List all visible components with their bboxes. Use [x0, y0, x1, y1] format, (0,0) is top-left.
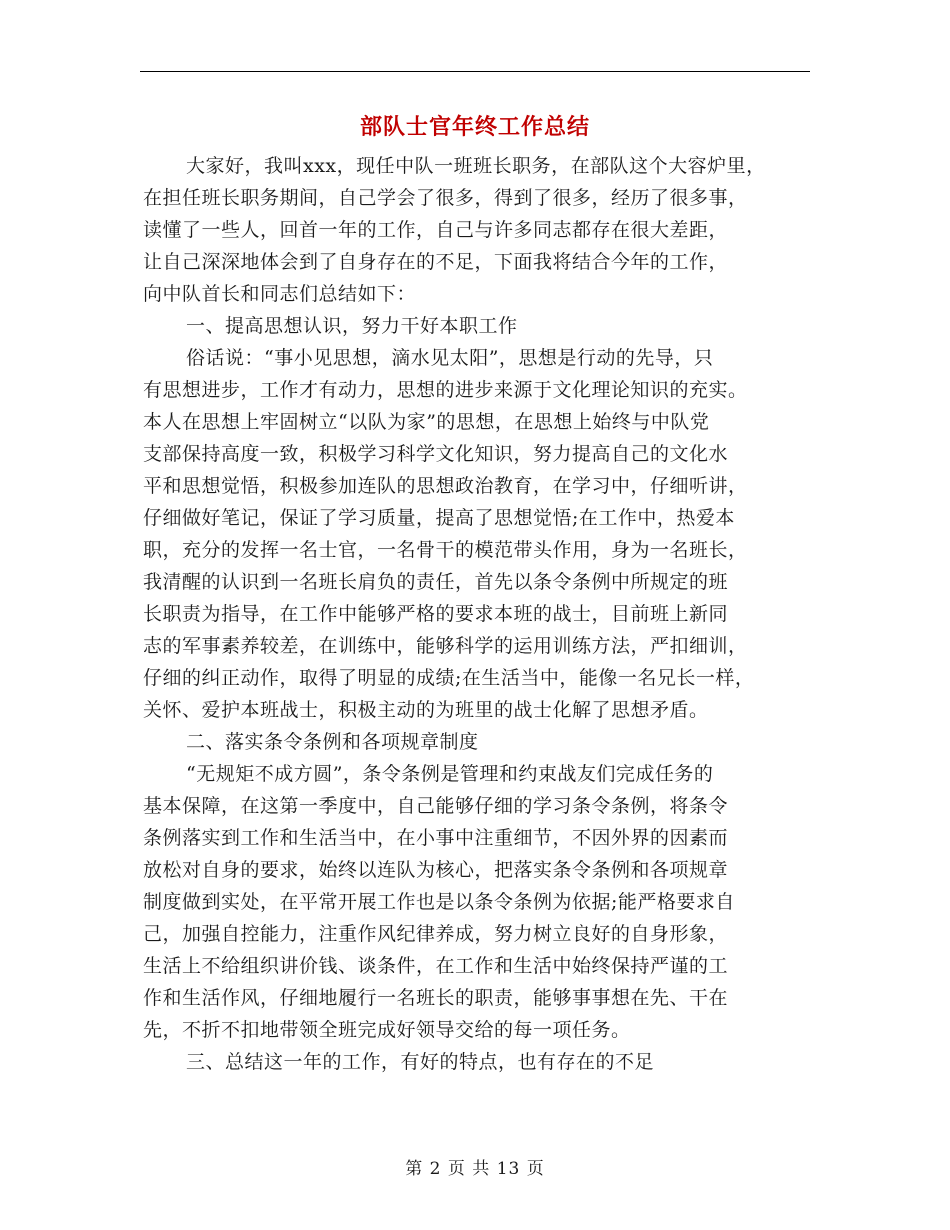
text-line: 支部保持高度一致，积极学习科学文化知识，努力提高自己的文化水: [143, 443, 729, 465]
text-line: 关怀、爱护本班战士，积极主动的为班里的战士化解了思想矛盾。: [143, 699, 709, 721]
document-body: [143, 150, 833, 1078]
text-line: 放松对自身的要求，始终以连队为核心，把落实条令条例和各项规章: [143, 859, 729, 881]
text-line: 基本保障，在这第一季度中，自己能够仔细的学习条令条例，将条令: [143, 795, 729, 817]
text-line: 先，不折不扣地带领全班完成好领导交给的每一项任务。: [143, 1019, 631, 1041]
text-line: 读懂了一些人，回首一年的工作，自己与许多同志都存在很大差距，: [143, 219, 729, 241]
text-line: 仔细做好笔记，保证了学习质量，提高了思想觉悟;在工作中，热爱本: [143, 507, 735, 529]
text-line: 生活上不给组织讲价钱、谈条件，在工作和生活中始终保持严谨的工: [143, 955, 729, 977]
document-title: 部队士官年终工作总结: [359, 114, 590, 140]
text-line: 我清醒的认识到一名班长肩负的责任，首先以条令条例中所规定的班: [143, 571, 729, 593]
text-line: 让自己深深地体会到了自身存在的不足，下面我将结合今年的工作，: [143, 251, 729, 273]
text-line: 二、落实条令条例和各项规章制度: [186, 731, 479, 753]
text-line: 职，充分的发挥一名士官，一名骨干的模范带头作用，身为一名班长，: [143, 539, 748, 561]
text-line: 仔细的纠正动作，取得了明显的成绩;在生活当中，能像一名兄长一样，: [143, 667, 755, 689]
text-line: 志的军事素养较差，在训练中，能够科学的运用训练方法，严扣细训，: [143, 635, 748, 657]
text-line: 制度做到实处，在平常开展工作也是以条令条例为依据;能严格要求自: [143, 891, 735, 913]
header-rule: [140, 71, 810, 72]
text-line: 长职责为指导，在工作中能够严格的要求本班的战士，目前班上新同: [143, 603, 729, 625]
text-line: 作和生活作风，仔细地履行一名班长的职责，能够事事想在先、干在: [143, 987, 729, 1009]
text-line: 向中队首长和同志们总结如下：: [143, 283, 417, 305]
text-line: 本人在思想上牢固树立“以队为家”的思想，在思想上始终与中队党: [143, 411, 710, 433]
text-line: 有思想进步，工作才有动力，思想的进步来源于文化理论知识的充实。: [143, 379, 748, 401]
text-line: 一、提高思想认识，努力干好本职工作: [186, 315, 518, 337]
text-line: 俗话说：“事小见思想，滴水见太阳”，思想是行动的先导，只: [186, 347, 714, 369]
text-line: 己，加强自控能力，注重作风纪律养成，努力树立良好的自身形象，: [143, 923, 729, 945]
text-line: 在担任班长职务期间，自己学会了很多，得到了很多，经历了很多事，: [143, 187, 748, 209]
text-line: 平和思想觉悟，积极参加连队的思想政治教育，在学习中，仔细听讲，: [143, 475, 748, 497]
page-number: 第 2 页 共 13 页: [405, 1159, 545, 1179]
text-line: 三、总结这一年的工作，有好的特点，也有存在的不足: [186, 1051, 655, 1073]
text-line: “无规矩不成方圆”，条令条例是管理和约束战友们完成任务的: [186, 763, 714, 785]
text-line: 条例落实到工作和生活当中，在小事中注重细节，不因外界的因素而: [143, 827, 729, 849]
text-line: 大家好，我叫xxx，现任中队一班班长职务，在部队这个大容炉里，: [186, 155, 766, 177]
